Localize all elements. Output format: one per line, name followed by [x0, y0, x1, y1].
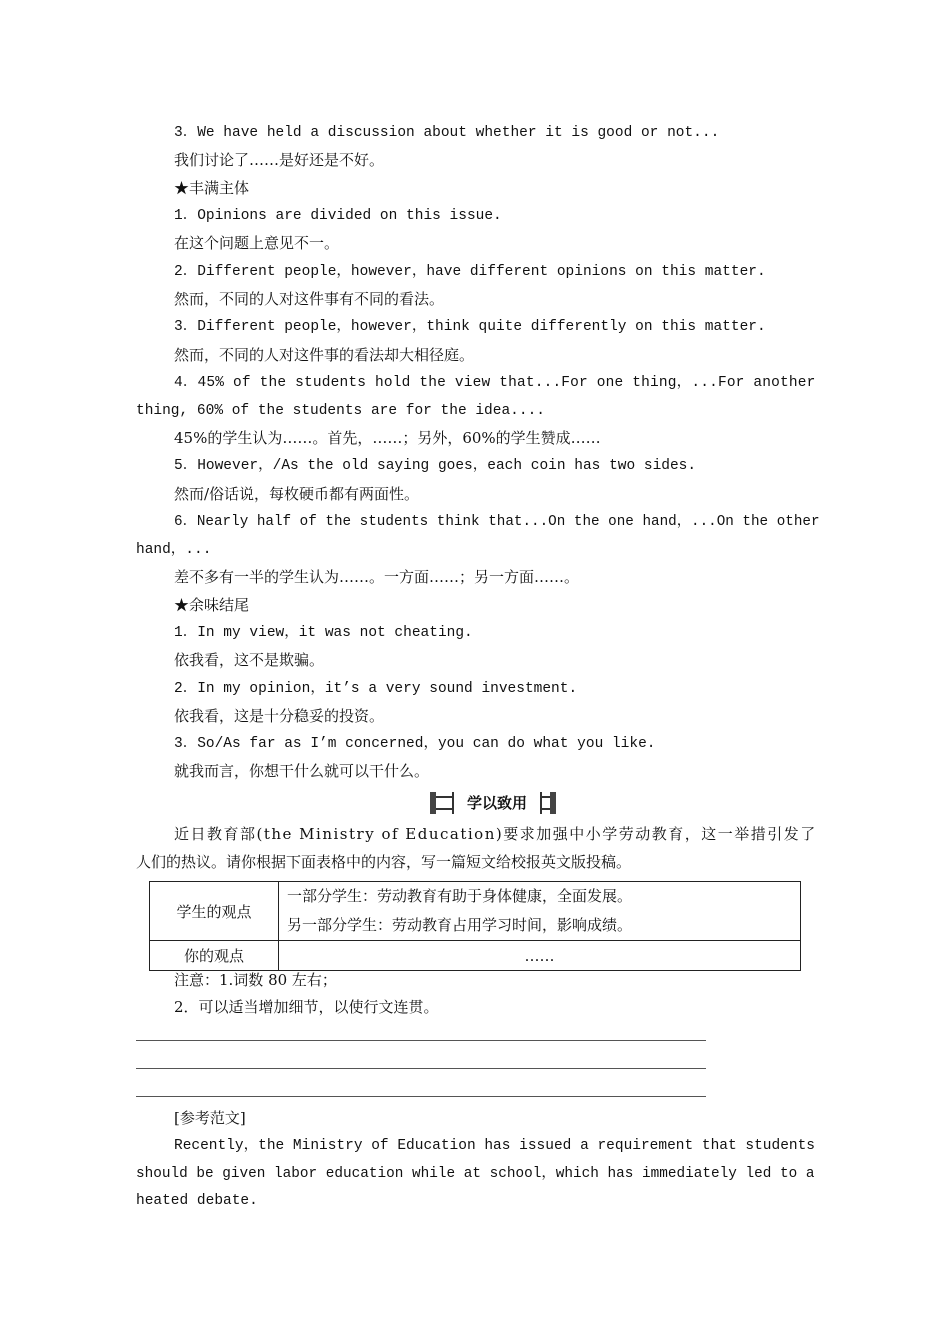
body-phrase-cn-4: 45%的学生认为……。首先，……；另外，60%的学生赞成……: [174, 429, 601, 447]
writing-line: [136, 1040, 706, 1041]
task-paragraph-line2: 人们的热议。请你根据下面表格中的内容，写一篇短文给校报英文版投稿。: [136, 853, 632, 871]
table-cell-students: [279, 882, 801, 941]
body-phrase-en-5: 5．However，/As the old saying goes，each coin has two sides.: [174, 458, 697, 474]
banner-label: 学以致用: [452, 792, 542, 814]
table-row: [150, 941, 801, 971]
body-phrase-en-1: 1．Opinions are divided on this issue.: [174, 208, 502, 224]
reference-label: [参考范文]: [174, 1109, 246, 1127]
ending-phrase-en-3: 3．So/As far as I’m concerned，you can do what you like.: [174, 736, 656, 752]
students-view-2: 另一部分学生：劳动教育占用学习时间，影响成绩。: [287, 916, 633, 934]
body-phrase-cn-6: 差不多有一半的学生认为……。一方面……；另一方面……。: [174, 568, 580, 586]
table-header-students: 学生的观点: [150, 882, 279, 941]
ending-phrase-en-1: 1．In my view，it was not cheating.: [174, 625, 473, 641]
task-paragraph-line1: 近日教育部(the Ministry of Education)要求加强中小学劳动教育，这一举措引发了: [174, 825, 817, 843]
body-phrase-en-3: 3．Different people，however，think quite differently on this matter.: [174, 319, 766, 335]
body-phrase-cn-1: 在这个问题上意见不一。: [174, 234, 340, 252]
phrase-cn-3: 我们讨论了……是好还是不好。: [174, 151, 385, 169]
table-cell-yours: ……: [279, 941, 801, 971]
ending-phrase-en-2: 2．In my opinion，it’s a very sound investment.: [174, 681, 578, 697]
table-header-yours: 你的观点: [150, 941, 279, 971]
students-view-1: 一部分学生：劳动教育有助于身体健康，全面发展。: [287, 887, 633, 905]
body-phrase-cn-3: 然而，不同的人对这件事的看法却大相径庭。: [174, 346, 475, 364]
body-phrase-en-4-line2: thing, 60% of the students are for the idea....: [136, 403, 545, 419]
ending-phrase-cn-1: 依我看，这不是欺骗。: [174, 651, 325, 669]
body-phrase-cn-2: 然而，不同的人对这件事有不同的看法。: [174, 290, 445, 308]
section-heading-ending: ★余味结尾: [174, 596, 250, 614]
body-phrase-cn-5: 然而/俗话说，每枚硬币都有两面性。: [174, 485, 420, 503]
body-phrase-en-4-line1: 4．45% of the students hold the view that...For one thing，...For another: [174, 375, 816, 391]
reference-line3: heated debate.: [136, 1193, 258, 1209]
body-phrase-en-6-line1: 6．Nearly half of the students think that...On the one hand，...On the other: [174, 514, 820, 530]
ending-phrase-cn-2: 依我看，这是十分稳妥的投资。: [174, 707, 385, 725]
opinion-table: [149, 881, 801, 971]
table-row: [150, 882, 801, 941]
reference-line2: should be given labor education while at school，which has immediately led to a: [136, 1166, 815, 1182]
note-2: 2．可以适当增加细节，以使行文连贯。: [174, 998, 439, 1016]
phrase-en-3: 3．We have held a discussion about whether it is good or not...: [174, 125, 720, 141]
section-heading-body: ★丰满主体: [174, 179, 250, 197]
writing-line: [136, 1096, 706, 1097]
section-banner: [430, 792, 556, 814]
writing-line: [136, 1068, 706, 1069]
reference-line1: Recently，the Ministry of Education has issued a requirement that students: [174, 1138, 816, 1154]
body-phrase-en-6-line2: hand，...: [136, 542, 212, 558]
note-1: 注意：1.词数 80 左右；: [174, 971, 337, 989]
body-phrase-en-2: 2．Different people，however，have different opinions on this matter.: [174, 264, 766, 280]
ending-phrase-cn-3: 就我而言，你想干什么就可以干什么。: [174, 762, 430, 780]
